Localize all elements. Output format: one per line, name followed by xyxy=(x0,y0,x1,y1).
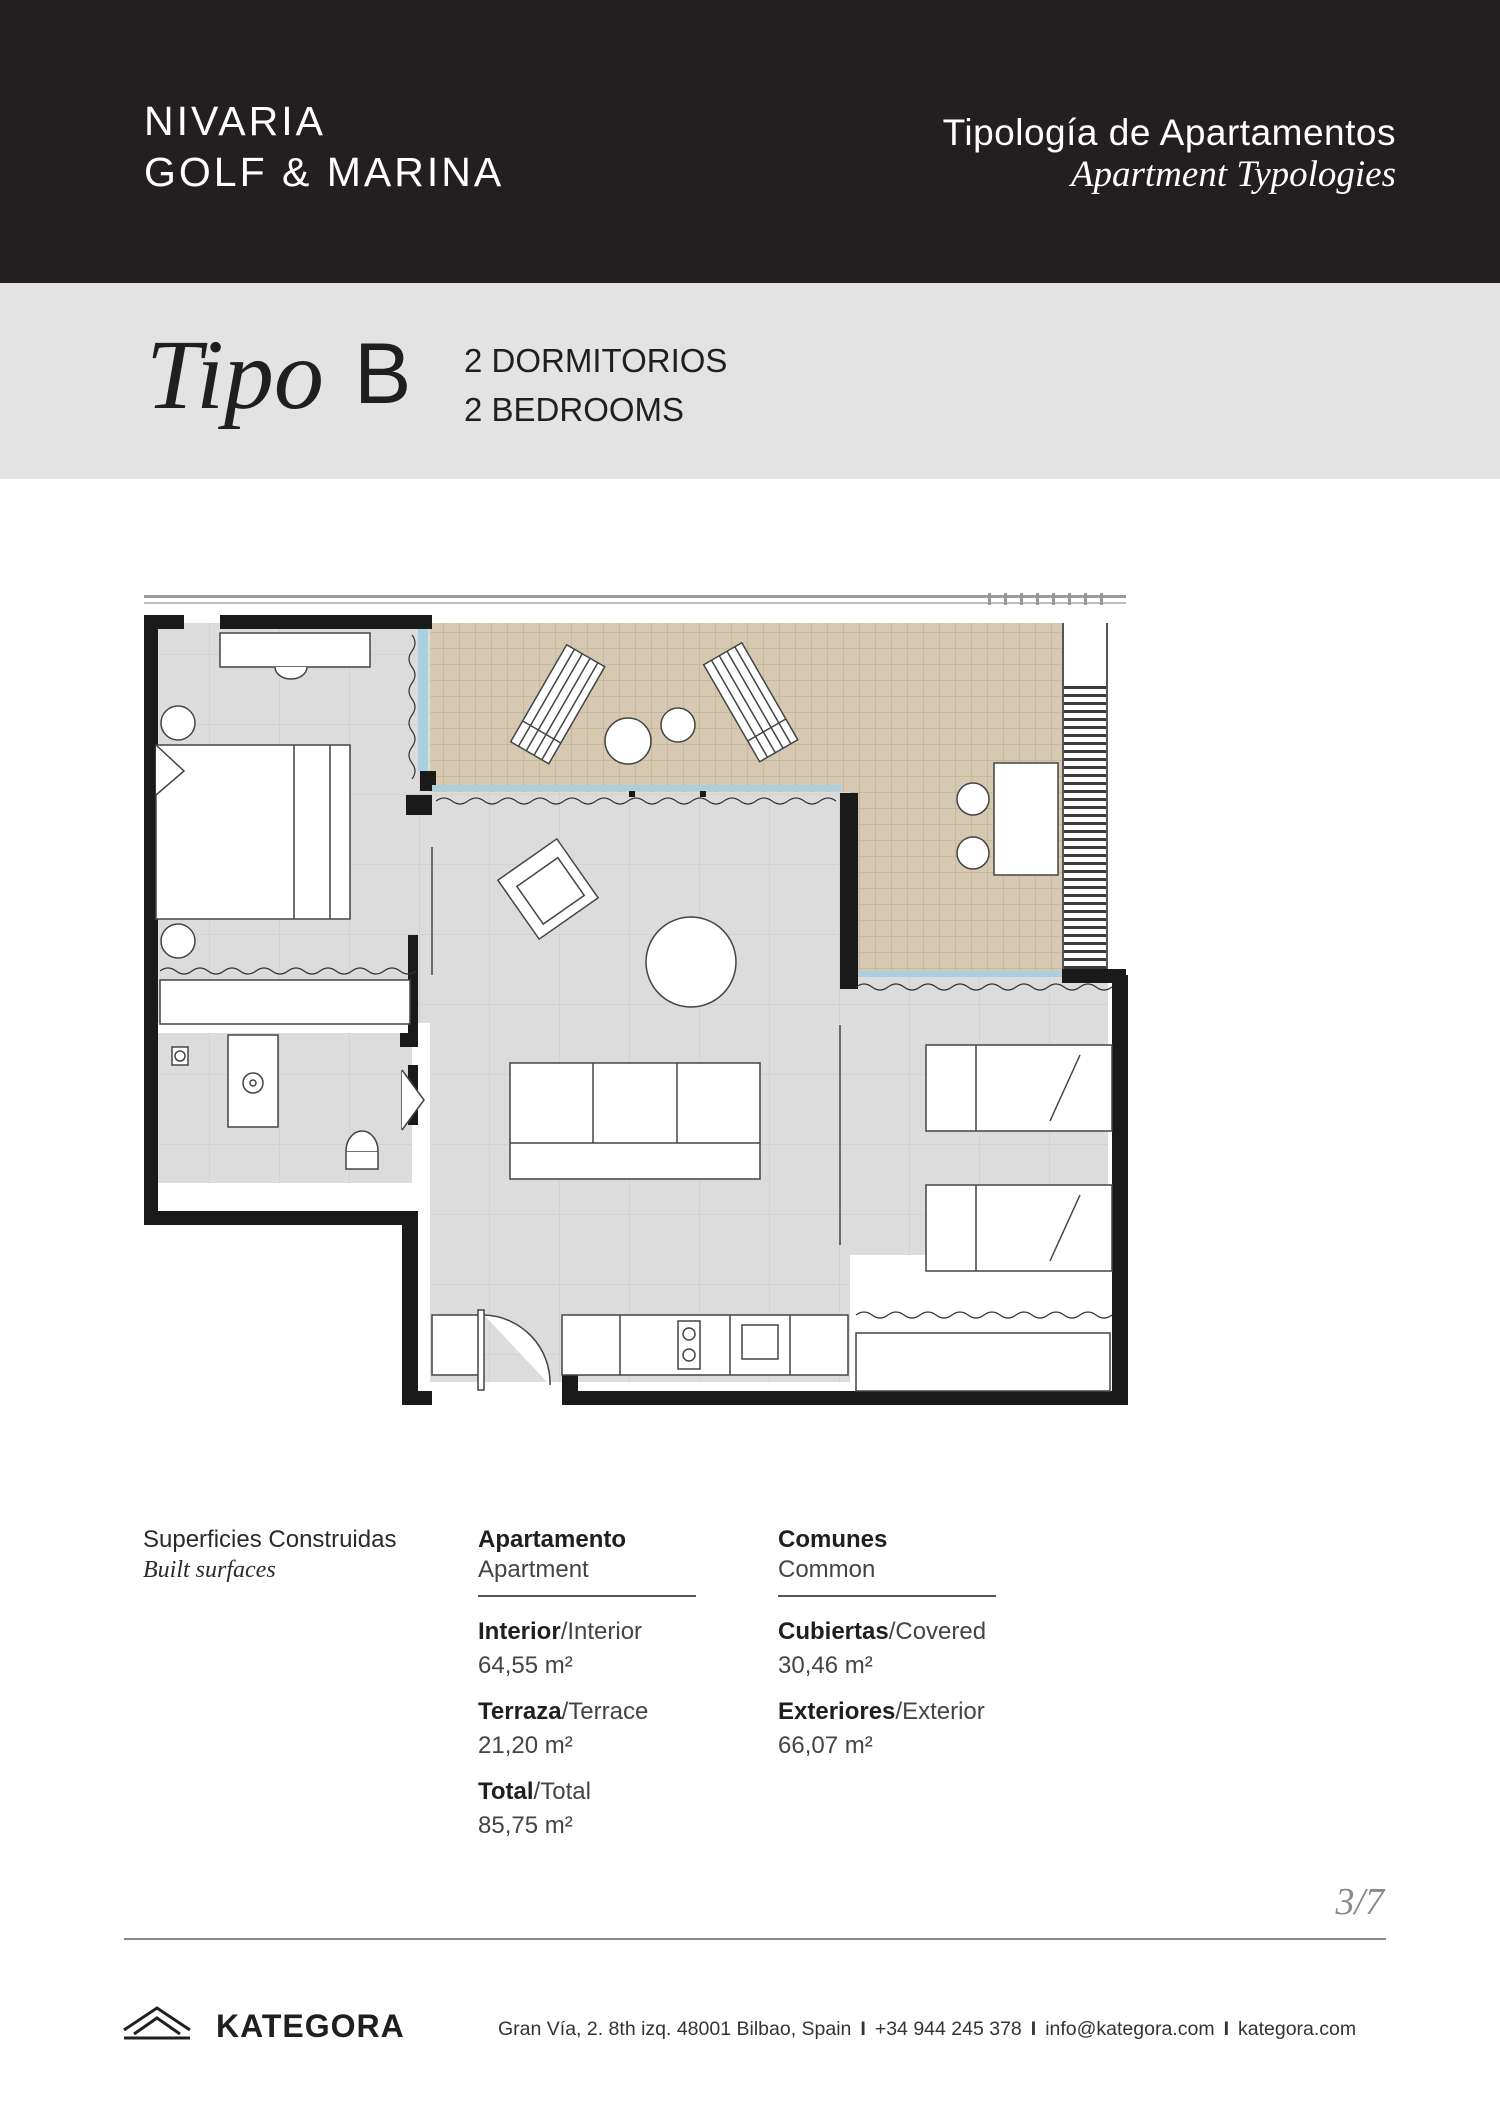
interior-label xyxy=(478,1615,696,1649)
surfaces-heading xyxy=(143,1525,396,1585)
covered-label-es: Cubiertas xyxy=(778,1618,889,1645)
brand-name xyxy=(144,96,504,198)
document-title xyxy=(943,110,1396,194)
covered-label xyxy=(778,1615,996,1649)
terrace-label-es: Terraza xyxy=(478,1698,562,1725)
terrace-label-en: /Terrace xyxy=(561,1698,649,1725)
apartment-divider xyxy=(478,1595,696,1597)
bedrooms-es: 2 DORMITORIOS xyxy=(464,342,728,379)
footer-email[interactable]: info@kategora.com xyxy=(1045,2018,1215,2040)
apartment-heading-en: Apartment xyxy=(478,1556,589,1583)
covered-label-en: /Covered xyxy=(888,1618,987,1645)
footer-separator: I xyxy=(1223,2018,1229,2040)
total-label-en: /Total xyxy=(533,1778,591,1805)
document-title-es: Tipología de Apartamentos xyxy=(942,112,1396,153)
footer-divider xyxy=(124,1938,1386,1940)
footer-separator: I xyxy=(860,2018,866,2040)
bedroom-count xyxy=(464,336,727,434)
exterior-label xyxy=(778,1695,996,1729)
footer-phone[interactable]: +34 944 245 378 xyxy=(874,2018,1022,2040)
bedrooms-en: 2 BEDROOMS xyxy=(464,391,685,428)
exterior-value: 66,07 m² xyxy=(778,1732,873,1759)
exterior-label-en: /Exterior xyxy=(895,1698,985,1725)
footer-website[interactable]: kategora.com xyxy=(1238,2018,1357,2040)
interior-value: 64,55 m² xyxy=(478,1652,573,1679)
terrace-label xyxy=(478,1695,696,1729)
interior-label-en: /Interior xyxy=(560,1618,643,1645)
total-value: 85,75 m² xyxy=(478,1812,573,1839)
exterior-label-es: Exteriores xyxy=(778,1698,896,1725)
footer-contact xyxy=(498,2018,1356,2041)
common-heading-en: Common xyxy=(778,1556,876,1583)
brand-line-1: NIVARIA xyxy=(144,98,326,144)
common-heading-es: Comunes xyxy=(778,1526,888,1553)
covered-value: 30,46 m² xyxy=(778,1652,873,1679)
header-bar xyxy=(0,0,1500,283)
surfaces-heading-es: Superficies Construidas xyxy=(143,1526,397,1553)
apartment-heading-es: Apartamento xyxy=(478,1526,627,1553)
footer-separator: I xyxy=(1030,2018,1037,2040)
floor-plan xyxy=(140,585,1130,1405)
type-letter: B xyxy=(354,326,412,422)
kategora-logo-icon xyxy=(122,2000,192,2040)
total-label xyxy=(478,1775,696,1809)
kategora-wordmark: KATEGORA xyxy=(216,2008,405,2044)
surfaces-heading-en: Built surfaces xyxy=(143,1557,276,1583)
terrace-value: 21,20 m² xyxy=(478,1732,573,1759)
type-label: Tipo xyxy=(146,319,324,430)
document-title-en: Apartment Typologies xyxy=(1070,154,1396,195)
common-surfaces xyxy=(778,1525,996,1775)
total-label-es: Total xyxy=(478,1778,534,1805)
footer-address: Gran Vía, 2. 8th izq. 48001 Bilbao, Spain xyxy=(498,2018,852,2040)
interior-label-es: Interior xyxy=(478,1618,561,1645)
apartment-surfaces xyxy=(478,1525,696,1855)
common-divider xyxy=(778,1595,996,1597)
page-number: 3/7 xyxy=(1335,1881,1384,1923)
brand-line-2: GOLF & MARINA xyxy=(144,149,505,195)
